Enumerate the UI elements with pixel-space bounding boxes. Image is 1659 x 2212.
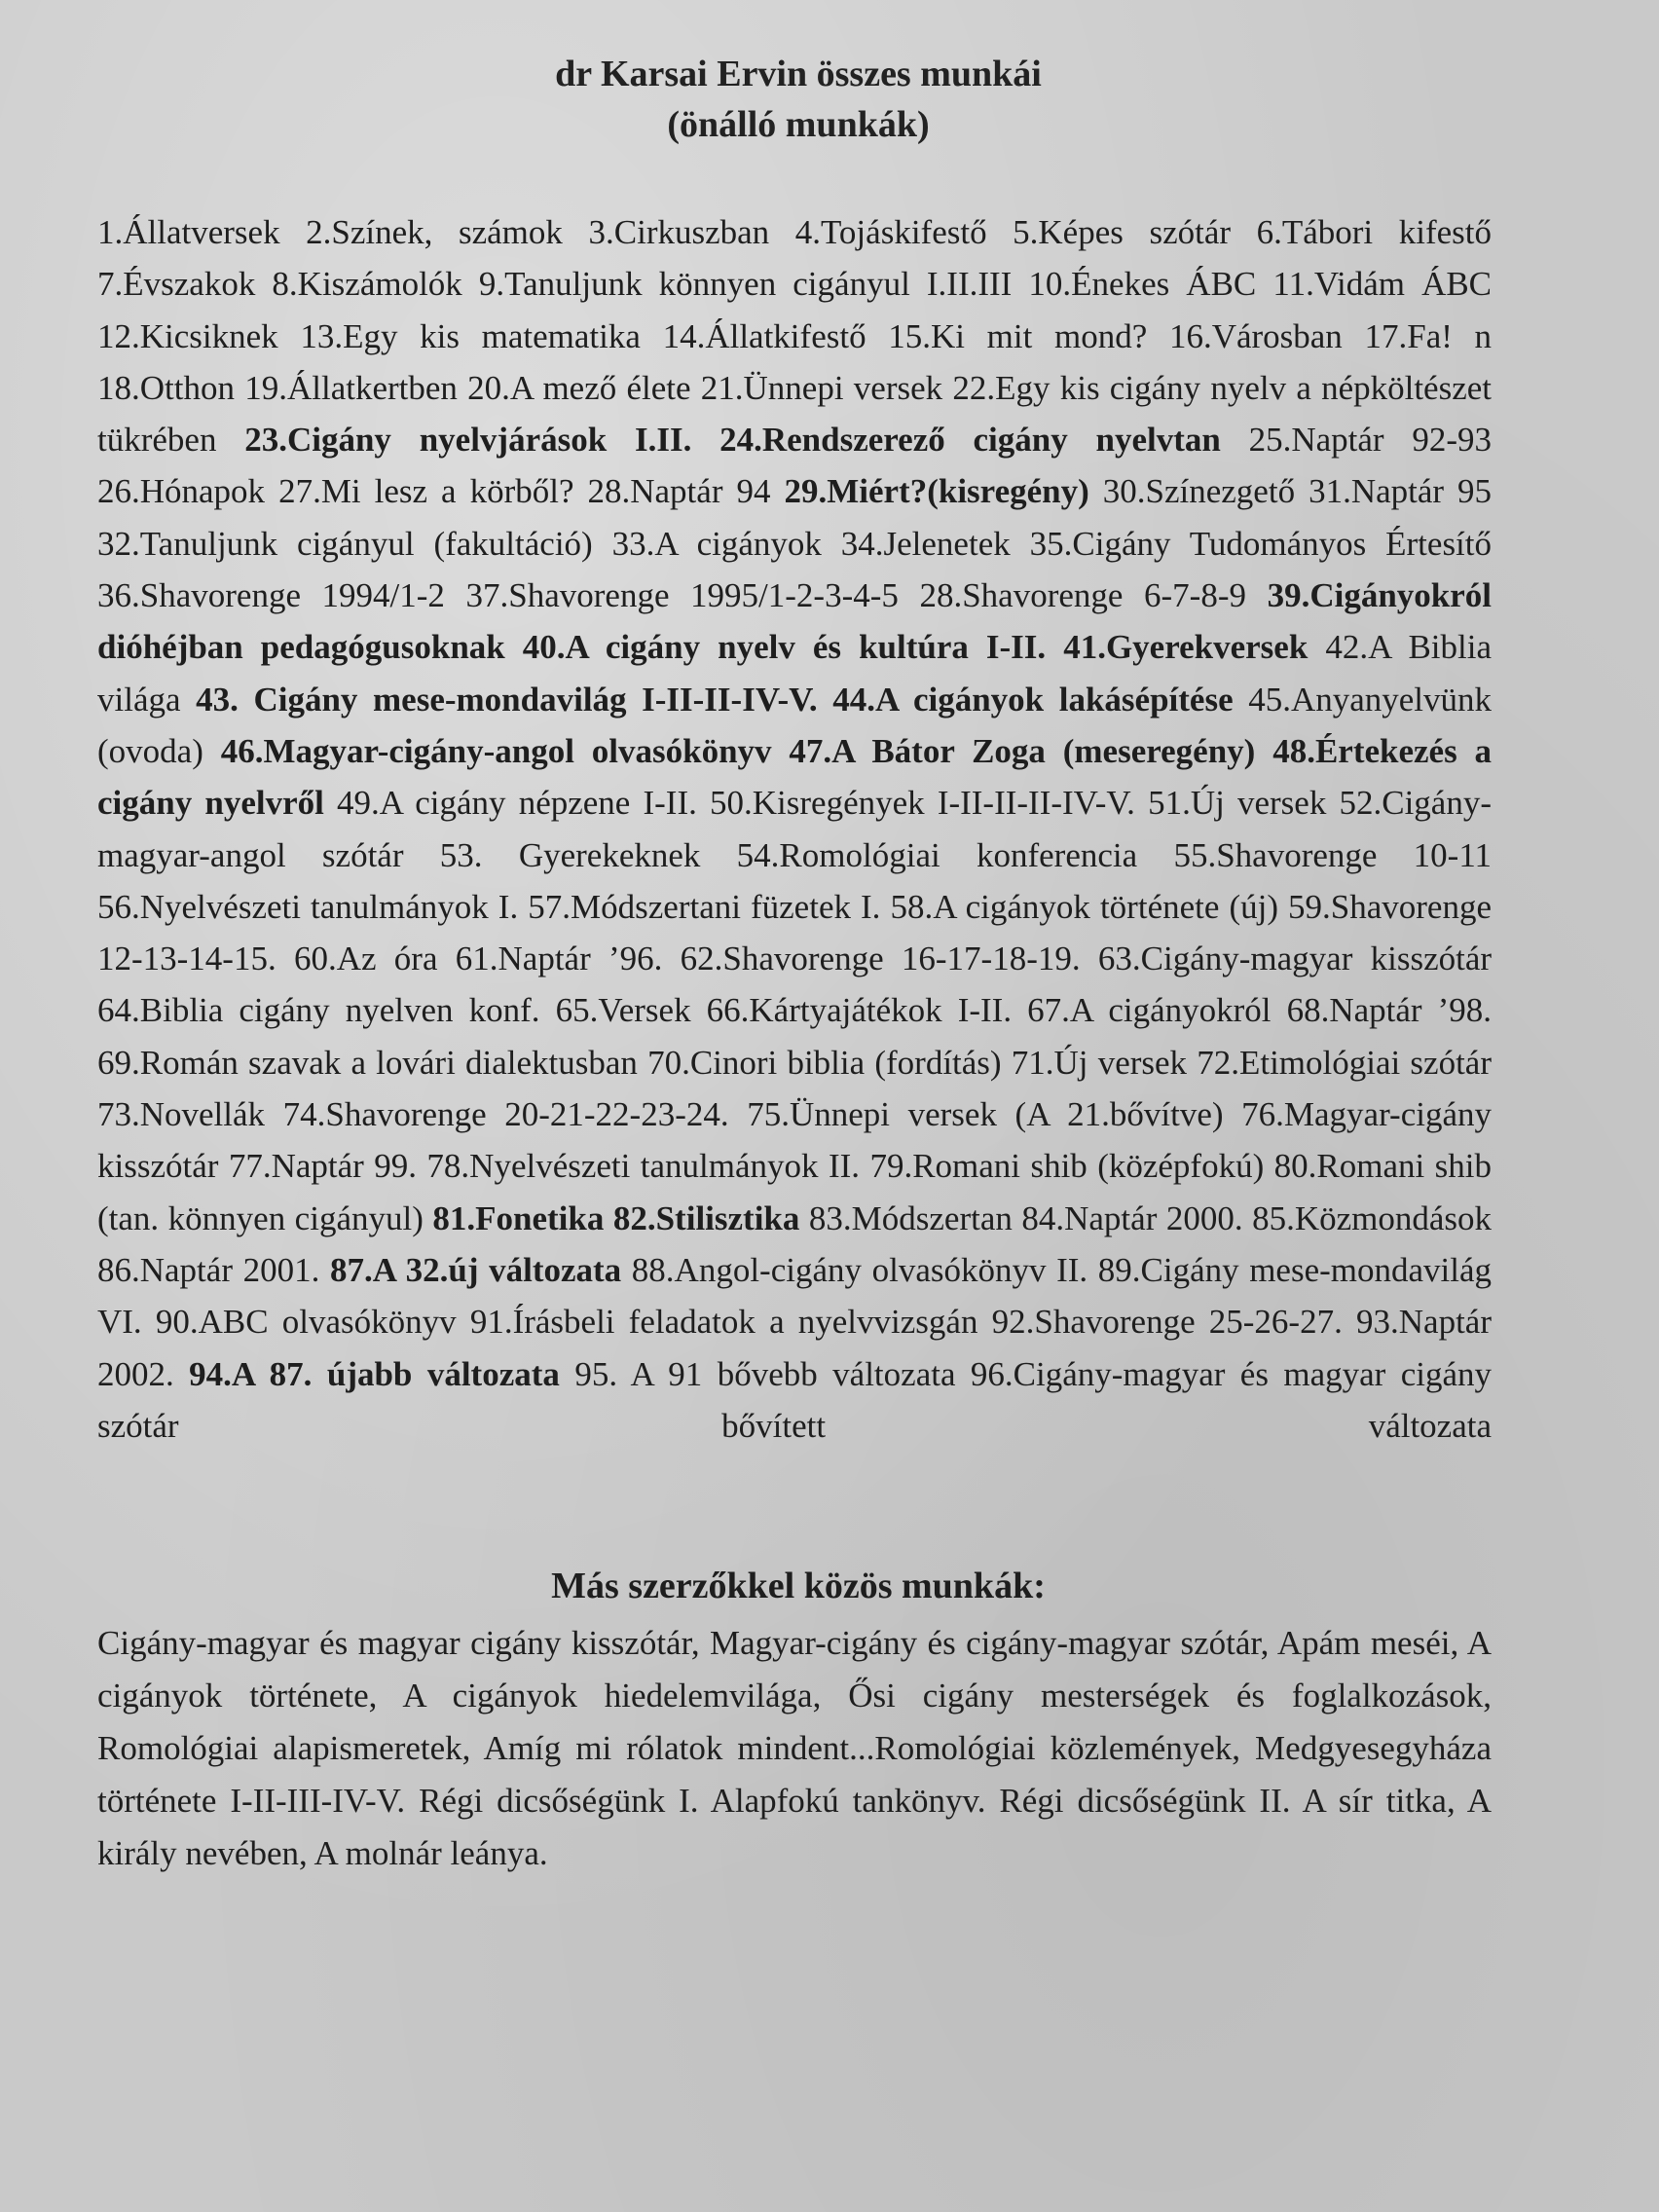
work-item: 96.Cigány-magyar és magyar cigány szótár bővített változata (97, 1354, 1493, 1445)
work-item: 14.Állatkifestő (662, 316, 866, 355)
work-item: 45.Anyanyelvünk (ovoda) (97, 680, 1493, 770)
work-item: 12.Kicsiknek (97, 316, 278, 355)
work-item: 41.Gyerekversek (1063, 628, 1309, 667)
work-item: 71.Új versek (1011, 1043, 1188, 1082)
work-item: 25.Naptár 92-93 (1248, 421, 1493, 460)
work-item: 33.A cigányok (611, 524, 822, 563)
work-item: 43. Cigány mese-mondavilág I-II-II-IV-V. (196, 680, 818, 719)
work-item: 74.Shavorenge 20-21-22-23-24. (282, 1095, 729, 1134)
work-item: 85.Közmondások (1252, 1198, 1493, 1237)
work-item: 92.Shavorenge 25-26-27. (991, 1303, 1343, 1342)
work-item: 81.Fonetika (432, 1198, 605, 1237)
work-item: 61.Naptár ’96. (455, 940, 663, 978)
work-item: 59.Shavorenge 12-13-14-15. (97, 887, 1493, 978)
work-item: 68.Naptár ’98. (1286, 991, 1493, 1030)
works-list (97, 206, 1499, 1452)
work-item: 42.A Biblia világa (97, 628, 1493, 719)
work-item: 48.Értekezés a cigány nyelvről (97, 731, 1493, 823)
work-item: 72.Etimológiai szótár (1197, 1043, 1492, 1082)
work-item: 65.Versek (555, 991, 691, 1030)
work-item: 76.Magyar-cigány kisszótár (97, 1095, 1492, 1186)
work-item: 57.Módszertani füzetek I. (528, 887, 881, 926)
work-item: 24.Rendszerező cigány nyelvtan (719, 421, 1221, 460)
work-item: 31.Naptár 95 (1309, 472, 1493, 511)
work-item: 83.Módszertan (808, 1198, 1013, 1237)
work-item: 49.A cigány népzene I-II. (337, 784, 697, 823)
work-item: 8.Kiszámolók (272, 265, 462, 304)
work-item: 63.Cigány-magyar kisszótár (1097, 940, 1493, 978)
work-item: 13.Egy kis matematika (300, 316, 641, 355)
work-item: 47.A Bátor Zoga (meseregény) (789, 731, 1256, 770)
work-item: 64.Biblia cigány nyelven konf. (97, 991, 540, 1030)
work-item: 9.Tanuljunk könnyen cigányul I.II.III (478, 265, 1013, 304)
work-item: 52.Cigány-magyar-angol szótár (97, 784, 1492, 874)
work-item: 29.Miért?(kisregény) (784, 472, 1089, 511)
work-item: 80.Romani shib (tan. könnyen cigányul) (97, 1147, 1493, 1237)
work-item: 91.Írásbeli feladatok a nyelvvizsgán (469, 1303, 978, 1342)
coauthored-title: Más szerzőkkel közös munkák: (551, 1566, 1046, 1607)
work-item: 44.A cigányok lakásépítése (832, 680, 1234, 719)
work-item: 75.Ünnepi versek (A 21.bővítve) (747, 1095, 1224, 1134)
work-item: 28.Shavorenge 6-7-8-9 (919, 576, 1246, 615)
work-item: 10.Énekes ÁBC (1028, 265, 1257, 304)
work-item: 34.Jelenetek (840, 524, 1011, 563)
work-item: 30.Színezgető (1102, 472, 1296, 511)
work-item: 77.Naptár 99. (228, 1147, 417, 1186)
work-item: 22.Egy kis cigány nyelv a népköltészet tükrében (97, 368, 1493, 460)
document-page (97, 49, 1499, 1880)
work-item: 50.Kisregények I-II-II-II-IV-V. (710, 784, 1135, 823)
work-item: 51.Új versek (1148, 784, 1327, 823)
work-item: 84.Naptár 2000. (1021, 1198, 1243, 1237)
work-item: 4.Tojáskifestő (794, 213, 987, 251)
work-item: 5.Képes szótár (1013, 213, 1232, 251)
work-item: 55.Shavorenge 10-11 (1173, 835, 1493, 874)
work-item: 3.Cirkuszban (588, 213, 770, 251)
coauthored-text: Cigány-magyar és magyar cigány kisszótár, Magyar-cigány és cigány-magyar szótár, Apám meséi, A cigányok története, A cigányok hiedelemvilága, Ősi cigány mesterségek és foglalkozások, Romológiai alapismeretek, Amíg mi rólatok mindent...Romológiai közlemények, Medgyesegyháza története I-II-III-IV-V. Régi dicsőségünk I. Alapfokú tankönyv. Régi dicsőségünk II. A sír titka, A király nevében, A molnár leánya. (97, 1624, 1492, 1873)
work-item: 36.Shavorenge 1994/1-2 (97, 576, 445, 615)
work-item: 82.Stilisztika (612, 1198, 800, 1237)
work-item: 15.Ki mit mond? (888, 316, 1148, 355)
work-item: 35.Cigány Tudományos Értesítő (1029, 524, 1493, 563)
work-item: 53. Gyerekeknek (439, 835, 701, 874)
work-item: 73.Novellák (97, 1095, 266, 1134)
work-item: 11.Vidám ÁBC (1272, 265, 1493, 304)
work-item: 87.A 32.új változata (329, 1250, 622, 1289)
work-item: 23.Cigány nyelvjárások I.II. (244, 421, 692, 460)
work-item: 54.Romológiai konferencia (736, 835, 1138, 874)
work-item: 40.A cigány nyelv és kultúra I-II. (522, 628, 1047, 667)
work-item: 78.Nyelvészeti tanulmányok II. (426, 1147, 861, 1186)
work-item: 58.A cigányok története (új) (890, 887, 1278, 926)
work-item: 95. A 91 bővebb változata (574, 1354, 956, 1393)
work-item: 89.Cigány mese-mondavilág VI. (97, 1250, 1493, 1342)
work-item: 2.Színek, számok (306, 213, 563, 251)
work-item: 7.Évszakok (97, 265, 256, 304)
work-item: 27.Mi lesz a körből? (278, 472, 574, 511)
work-item: 32.Tanuljunk cigányul (fakultáció) (97, 524, 593, 563)
work-item: 70.Cinori biblia (fordítás) (647, 1043, 1002, 1082)
work-item: 56.Nyelvészeti tanulmányok I. (97, 887, 519, 926)
work-item: 21.Ünnepi versek (700, 368, 943, 407)
work-item: 19.Állatkertben (244, 368, 458, 407)
work-item: 69.Román szavak a lovári dialektusban (97, 1043, 638, 1082)
work-item: 26.Hónapok (97, 472, 266, 511)
work-item: 20.A mező élete (467, 368, 691, 407)
work-item: 37.Shavorenge 1995/1-2-3-4-5 (465, 576, 899, 615)
work-item: 16.Városban (1168, 316, 1343, 355)
work-item: 67.A cigányokról (1027, 991, 1272, 1030)
work-item: 79.Romani shib (középfokú) (869, 1147, 1265, 1186)
work-item: 66.Kártyajátékok I-II. (706, 991, 1013, 1030)
work-item: 6.Tábori kifestő (1256, 213, 1492, 251)
page-subtitle: (önálló munkák) (667, 104, 930, 145)
work-item: 62.Shavorenge 16-17-18-19. (680, 940, 1081, 978)
work-item: 86.Naptár 2001. (97, 1250, 320, 1289)
work-item: 90.ABC olvasókönyv (155, 1303, 457, 1342)
work-item: 28.Naptár 94 (587, 472, 771, 511)
work-item: 18.Otthon (97, 368, 235, 407)
work-item: 60.Az óra (293, 940, 438, 978)
work-item: 17.Fa! n (1364, 316, 1493, 355)
work-item: 1.Állatversek (97, 213, 280, 251)
work-item: 39.Cigányokról dióhéjban pedagógusoknak (97, 576, 1493, 667)
work-item: 94.A 87. újabb változata (189, 1354, 560, 1393)
work-item: 88.Angol-cigány olvasókönyv II. (631, 1250, 1088, 1289)
page-title: dr Karsai Ervin összes munkái (555, 54, 1042, 94)
work-item: 46.Magyar-cigány-angol olvasókönyv (220, 731, 772, 770)
work-item: 93.Naptár 2002. (97, 1303, 1492, 1393)
